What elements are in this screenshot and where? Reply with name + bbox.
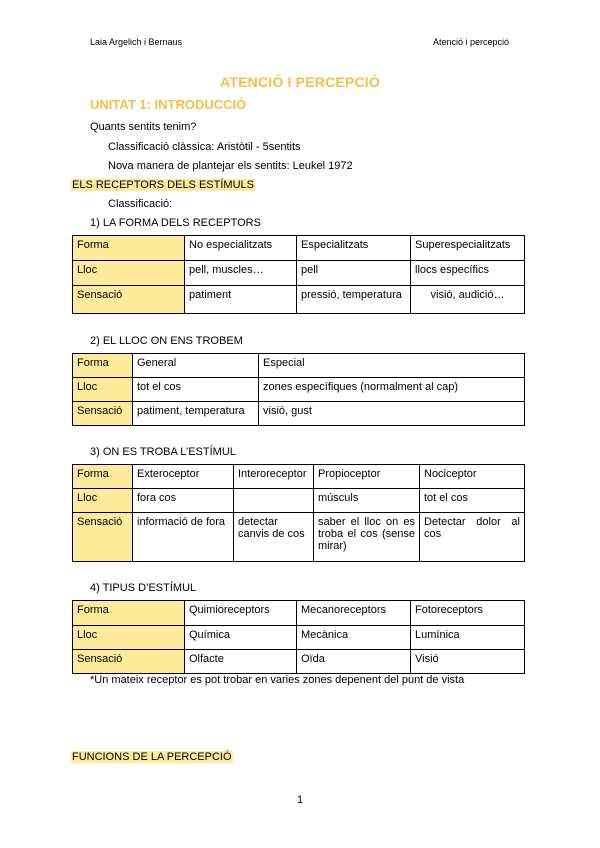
table-cell: Sensació [73, 513, 133, 562]
page-number: 1 [296, 794, 304, 806]
table-cell: visió, gust [259, 402, 525, 426]
table-cell: Forma [73, 465, 133, 489]
subsection-1: 1) LA FORMA DELS RECEPTORS [90, 217, 261, 229]
table-location [72, 353, 525, 426]
table-cell: Lloc [73, 261, 185, 286]
table-stimulus-location [72, 464, 525, 562]
table-cell: patiment [185, 286, 297, 314]
table-cell: pressió, temperatura [297, 286, 411, 314]
table-cell: Olfacte [185, 650, 297, 674]
table-cell [234, 489, 314, 513]
table-cell: Sensació [73, 402, 133, 426]
table-cell: Sensació [73, 286, 185, 314]
header-topic: Atenció i percepció [432, 37, 509, 47]
table-cell: tot el cos [133, 378, 259, 402]
table-cell: pell [297, 261, 411, 286]
table-cell: Nociceptor [420, 465, 525, 489]
table-cell: Detectar dolor al cos [420, 513, 525, 562]
table-receptor-form [72, 235, 525, 314]
header-author: Laia Argelich i Bernaus [90, 37, 183, 47]
subsection-4: 4) TIPUS D’ESTÍMUL [90, 582, 197, 594]
table-cell: Especial [259, 354, 525, 378]
table-stimulus-type [72, 600, 525, 674]
table-cell: Exteroceptor [133, 465, 234, 489]
section-heading-functions: FUNCIONS DE LA PERCEPCIÓ [72, 751, 232, 763]
table-cell: Quimioreceptors [185, 601, 297, 626]
table-cell: tot el cos [420, 489, 525, 513]
table-cell: Forma [73, 236, 185, 261]
intro-line-2: Nova manera de plantejar els sentits: Leukel 1972 [108, 160, 353, 172]
page-title: ATENCIÓ I PERCEPCIÓ [220, 74, 380, 90]
table-cell: Especialitzats [297, 236, 411, 261]
note: *Un mateix receptor es pot trobar en varies zones depenent del punt de vista [90, 674, 465, 686]
table-cell: saber el lloc on es troba el cos (sense mirar) [314, 513, 420, 562]
table-cell: músculs [314, 489, 420, 513]
unit-title: UNITAT 1: INTRODUCCIÓ [90, 97, 247, 112]
table-cell: Lumínica [411, 626, 525, 650]
table-cell: informació de fora [133, 513, 234, 562]
table-cell: No especialitzats [185, 236, 297, 261]
table-cell: General [133, 354, 259, 378]
table-cell: visió, audició… [411, 286, 525, 314]
subsection-2: 2) EL LLOC ON ENS TROBEM [90, 335, 243, 347]
table-cell: Lloc [73, 626, 185, 650]
table-cell: Lloc [73, 489, 133, 513]
table-cell: llocs específics [411, 261, 525, 286]
table-cell: patiment, temperatura [133, 402, 259, 426]
table-cell: detectar canvis de cos [234, 513, 314, 562]
table-cell: Química [185, 626, 297, 650]
classification-label: Classificació: [108, 198, 173, 210]
intro-line-1: Classificació clàssica: Aristòtil - 5sentits [108, 141, 301, 153]
section-heading-receptors: ELS RECEPTORS DELS ESTÍMULS [72, 179, 254, 191]
table-cell: Mecànica [297, 626, 411, 650]
subsection-3: 3) ON ES TROBA L’ESTÍMUL [90, 446, 236, 458]
table-cell: Interoreceptor [234, 465, 314, 489]
table-cell: Sensació [73, 650, 185, 674]
table-cell: zones específiques (normalment al cap) [259, 378, 525, 402]
table-cell: Propioceptor [314, 465, 420, 489]
table-cell: Forma [73, 601, 185, 626]
table-cell: Forma [73, 354, 133, 378]
table-cell: fora cos [133, 489, 234, 513]
table-cell: Superespecialitzats [411, 236, 525, 261]
table-cell: Lloc [73, 378, 133, 402]
table-cell: Oïda [297, 650, 411, 674]
table-cell: Visió [411, 650, 525, 674]
table-cell: Fotoreceptors [411, 601, 525, 626]
table-cell: pell, muscles… [185, 261, 297, 286]
table-cell: Mecanoreceptors [297, 601, 411, 626]
intro-question: Quants sentits tenim? [90, 121, 197, 133]
